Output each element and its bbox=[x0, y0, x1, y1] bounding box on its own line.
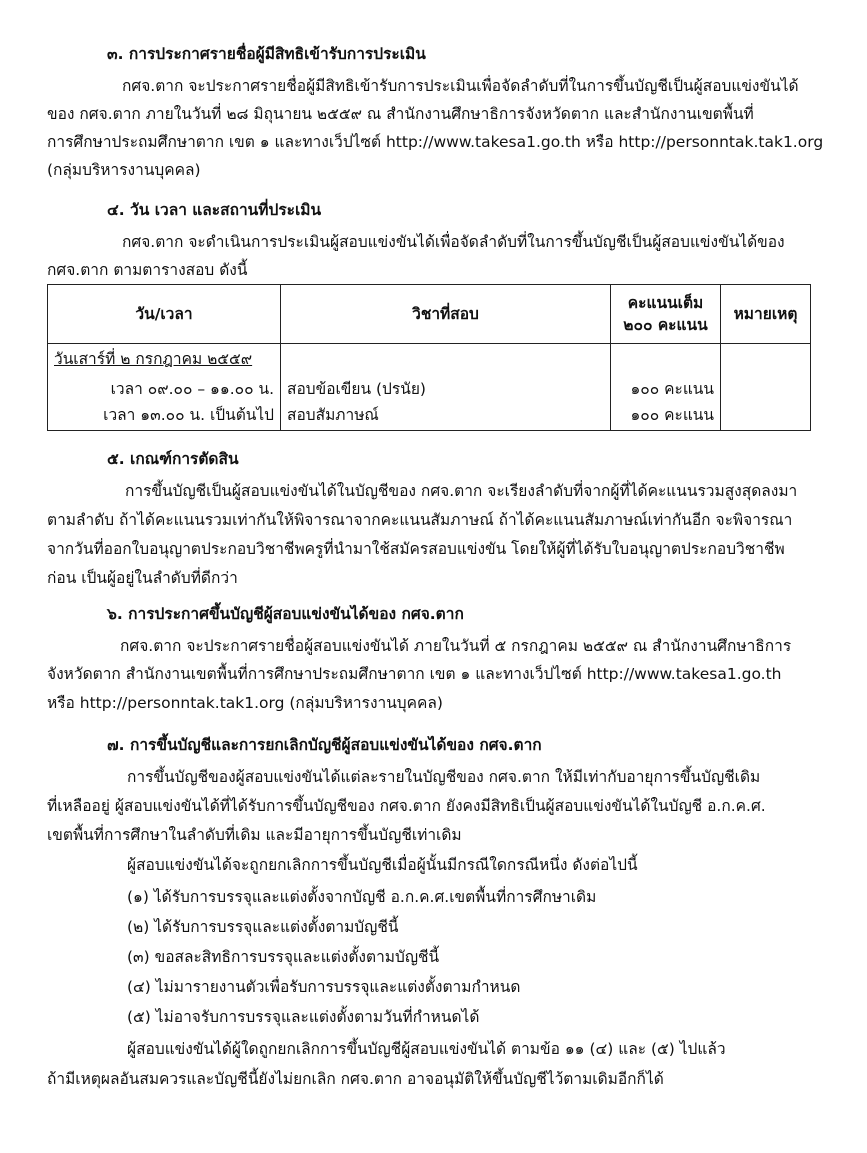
section-6-line-1: กศจ.ตาก จะประกาศรายชื่อผู้สอบแข่งขันได้ ภายในวันที่ ๕ กรกฎาคม ๒๕๕๙ ณ สำนักงานศึกษาธิการ bbox=[120, 637, 792, 655]
cell-subject bbox=[281, 344, 611, 431]
exam-time-1: เวลา ๐๙.๐๐ – ๑๑.๐๐ น. bbox=[110, 380, 274, 398]
section-7-line-5: ผู้สอบแข่งขันได้ผู้ใดถูกยกเลิกการขึ้นบัญชีผู้สอบแข่งขันได้ ตามข้อ ๑๑ (๔) และ (๕) ไปแล้ว bbox=[127, 1040, 726, 1058]
header-full-score bbox=[611, 285, 721, 344]
cell-score bbox=[611, 344, 721, 431]
section-4-line-1: กศจ.ตาก จะดำเนินการประเมินผู้สอบแข่งขันได้เพื่อจัดลำดับที่ในการขึ้นบัญชีเป็นผู้สอบแข่งขันได้ของ bbox=[122, 233, 785, 251]
section-5-line-4: ก่อน เป็นผู้อยู่ในลำดับที่ดีกว่า bbox=[47, 569, 238, 587]
disqualify-item-2: (๒) ได้รับการบรรจุและแต่งตั้งตามบัญชีนี้ bbox=[127, 918, 399, 936]
section-7-heading: ๗. การขึ้นบัญชีและการยกเลิกบัญชีผู้สอบแข่งขันได้ของ กศจ.ตาก bbox=[107, 736, 542, 754]
section-5-heading: ๕. เกณฑ์การตัดสิน bbox=[107, 450, 239, 468]
section-5-line-2: ตามลำดับ ถ้าได้คะแนนรวมเท่ากันให้พิจารณาจากคะแนนสัมภาษณ์ ถ้าได้คะแนนสัมภาษณ์เท่ากันอีก จะพิจารณา bbox=[47, 511, 793, 529]
exam-schedule-table bbox=[47, 284, 811, 431]
exam-score-2: ๑๐๐ คะแนน bbox=[630, 406, 714, 424]
section-3-line-2: ของ กศจ.ตาก ภายในวันที่ ๒๘ มิถุนายน ๒๕๕๙ ณ สำนักงานศึกษาธิการจังหวัดตาก และสำนักงานเขตพื้นที่ bbox=[47, 105, 754, 123]
table-row bbox=[48, 344, 811, 431]
disqualify-item-3: (๓) ขอสละสิทธิการบรรจุและแต่งตั้งตามบัญชีนี้ bbox=[127, 948, 440, 966]
section-7-line-2: ที่เหลืออยู่ ผู้สอบแข่งขันได้ที่ได้รับการขึ้นบัญชีของ กศจ.ตาก ยังคงมีสิทธิเป็นผู้สอบแข่งขันได้ในบัญชี อ.ก.ค.ศ. bbox=[47, 797, 766, 815]
exam-subject-2: สอบสัมภาษณ์ bbox=[287, 406, 379, 424]
section-3-line-1: กศจ.ตาก จะประกาศรายชื่อผู้มีสิทธิเข้ารับการประเมินเพื่อจัดลำดับที่ในการขึ้นบัญชีเป็นผู้สอบแข่งขันได้ bbox=[122, 77, 799, 95]
header-date-time: วัน/เวลา bbox=[48, 285, 281, 344]
section-4-heading: ๔. วัน เวลา และสถานที่ประเมิน bbox=[107, 201, 322, 219]
section-4-line-2: กศจ.ตาก ตามตารางสอบ ดังนี้ bbox=[47, 261, 248, 279]
section-7-line-6: ถ้ามีเหตุผลอันสมควรและบัญชีนี้ยังไม่ยกเลิก กศจ.ตาก อาจอนุมัติให้ขึ้นบัญชีไว้ตามเดิมอีกก็ได้ bbox=[47, 1070, 664, 1088]
header-full-score-line-1: คะแนนเต็ม bbox=[627, 294, 704, 312]
section-6-heading: ๖. การประกาศขึ้นบัญชีผู้สอบแข่งขันได้ของ กศจ.ตาก bbox=[107, 605, 464, 623]
cell-remarks bbox=[721, 344, 811, 431]
section-5-line-3: จากวันที่ออกใบอนุญาตประกอบวิชาชีพครูที่นำมาใช้สมัครสอบแข่งขัน โดยให้ผู้ที่ได้รับใบอนุญาตประกอบวิชาชีพ bbox=[47, 540, 785, 558]
section-7-line-3: เขตพื้นที่การศึกษาในลำดับที่เดิม และมีอายุการขึ้นบัญชีเท่าเดิม bbox=[47, 826, 462, 844]
header-full-score-line-2: ๒๐๐ คะแนน bbox=[623, 316, 708, 334]
cell-date-time bbox=[48, 344, 281, 431]
section-5-line-1: การขึ้นบัญชีเป็นผู้สอบแข่งขันได้ในบัญชีของ กศจ.ตาก จะเรียงลำดับที่จากผู้ที่ได้คะแนนรวมสูงสุดลงมา bbox=[125, 482, 798, 500]
section-7-line-1: การขึ้นบัญชีของผู้สอบแข่งขันได้แต่ละรายในบัญชีของ กศจ.ตาก ให้มีเท่ากับอายุการขึ้นบัญชีเดิม bbox=[127, 768, 761, 786]
table-header-row bbox=[48, 285, 811, 344]
section-3-line-4: (กลุ่มบริหารงานบุคคล) bbox=[47, 161, 201, 179]
section-6-line-2: จังหวัดตาก สำนักงานเขตพื้นที่การศึกษาประถมศึกษาตาก เขต ๑ และทางเว็ปไซต์ http://www.takesa1.go.th bbox=[47, 665, 782, 683]
section-3-line-3: การศึกษาประถมศึกษาตาก เขต ๑ และทางเว็ปไซต์ http://www.takesa1.go.th หรือ http://personntak.tak1.org bbox=[47, 133, 824, 151]
exam-score-1: ๑๐๐ คะแนน bbox=[630, 380, 714, 398]
header-subject: วิชาที่สอบ bbox=[281, 285, 611, 344]
header-remarks: หมายเหตุ bbox=[721, 285, 811, 344]
disqualify-item-1: (๑) ได้รับการบรรจุและแต่งตั้งจากบัญชี อ.ก.ค.ศ.เขตพื้นที่การศึกษาเดิม bbox=[127, 888, 597, 906]
exam-time-2: เวลา ๑๓.๐๐ น. เป็นต้นไป bbox=[103, 406, 274, 424]
section-3-heading: ๓. การประกาศรายชื่อผู้มีสิทธิเข้ารับการประเมิน bbox=[107, 45, 426, 63]
disqualify-item-4: (๔) ไม่มารายงานตัวเพื่อรับการบรรจุและแต่งตั้งตามกำหนด bbox=[127, 978, 521, 996]
section-6-line-3: หรือ http://personntak.tak1.org (กลุ่มบริหารงานบุคคล) bbox=[47, 694, 443, 712]
disqualify-item-5: (๕) ไม่อาจรับการบรรจุและแต่งตั้งตามวันที่กำหนดได้ bbox=[127, 1008, 480, 1026]
section-7-line-4: ผู้สอบแข่งขันได้จะถูกยกเลิกการขึ้นบัญชีเมื่อผู้นั้นมีกรณีใดกรณีหนึ่ง ดังต่อไปนี้ bbox=[127, 856, 638, 874]
exam-subject-1: สอบข้อเขียน (ปรนัย) bbox=[287, 380, 426, 398]
exam-date: วันเสาร์ที่ ๒ กรกฎาคม ๒๕๕๙ bbox=[54, 350, 253, 368]
